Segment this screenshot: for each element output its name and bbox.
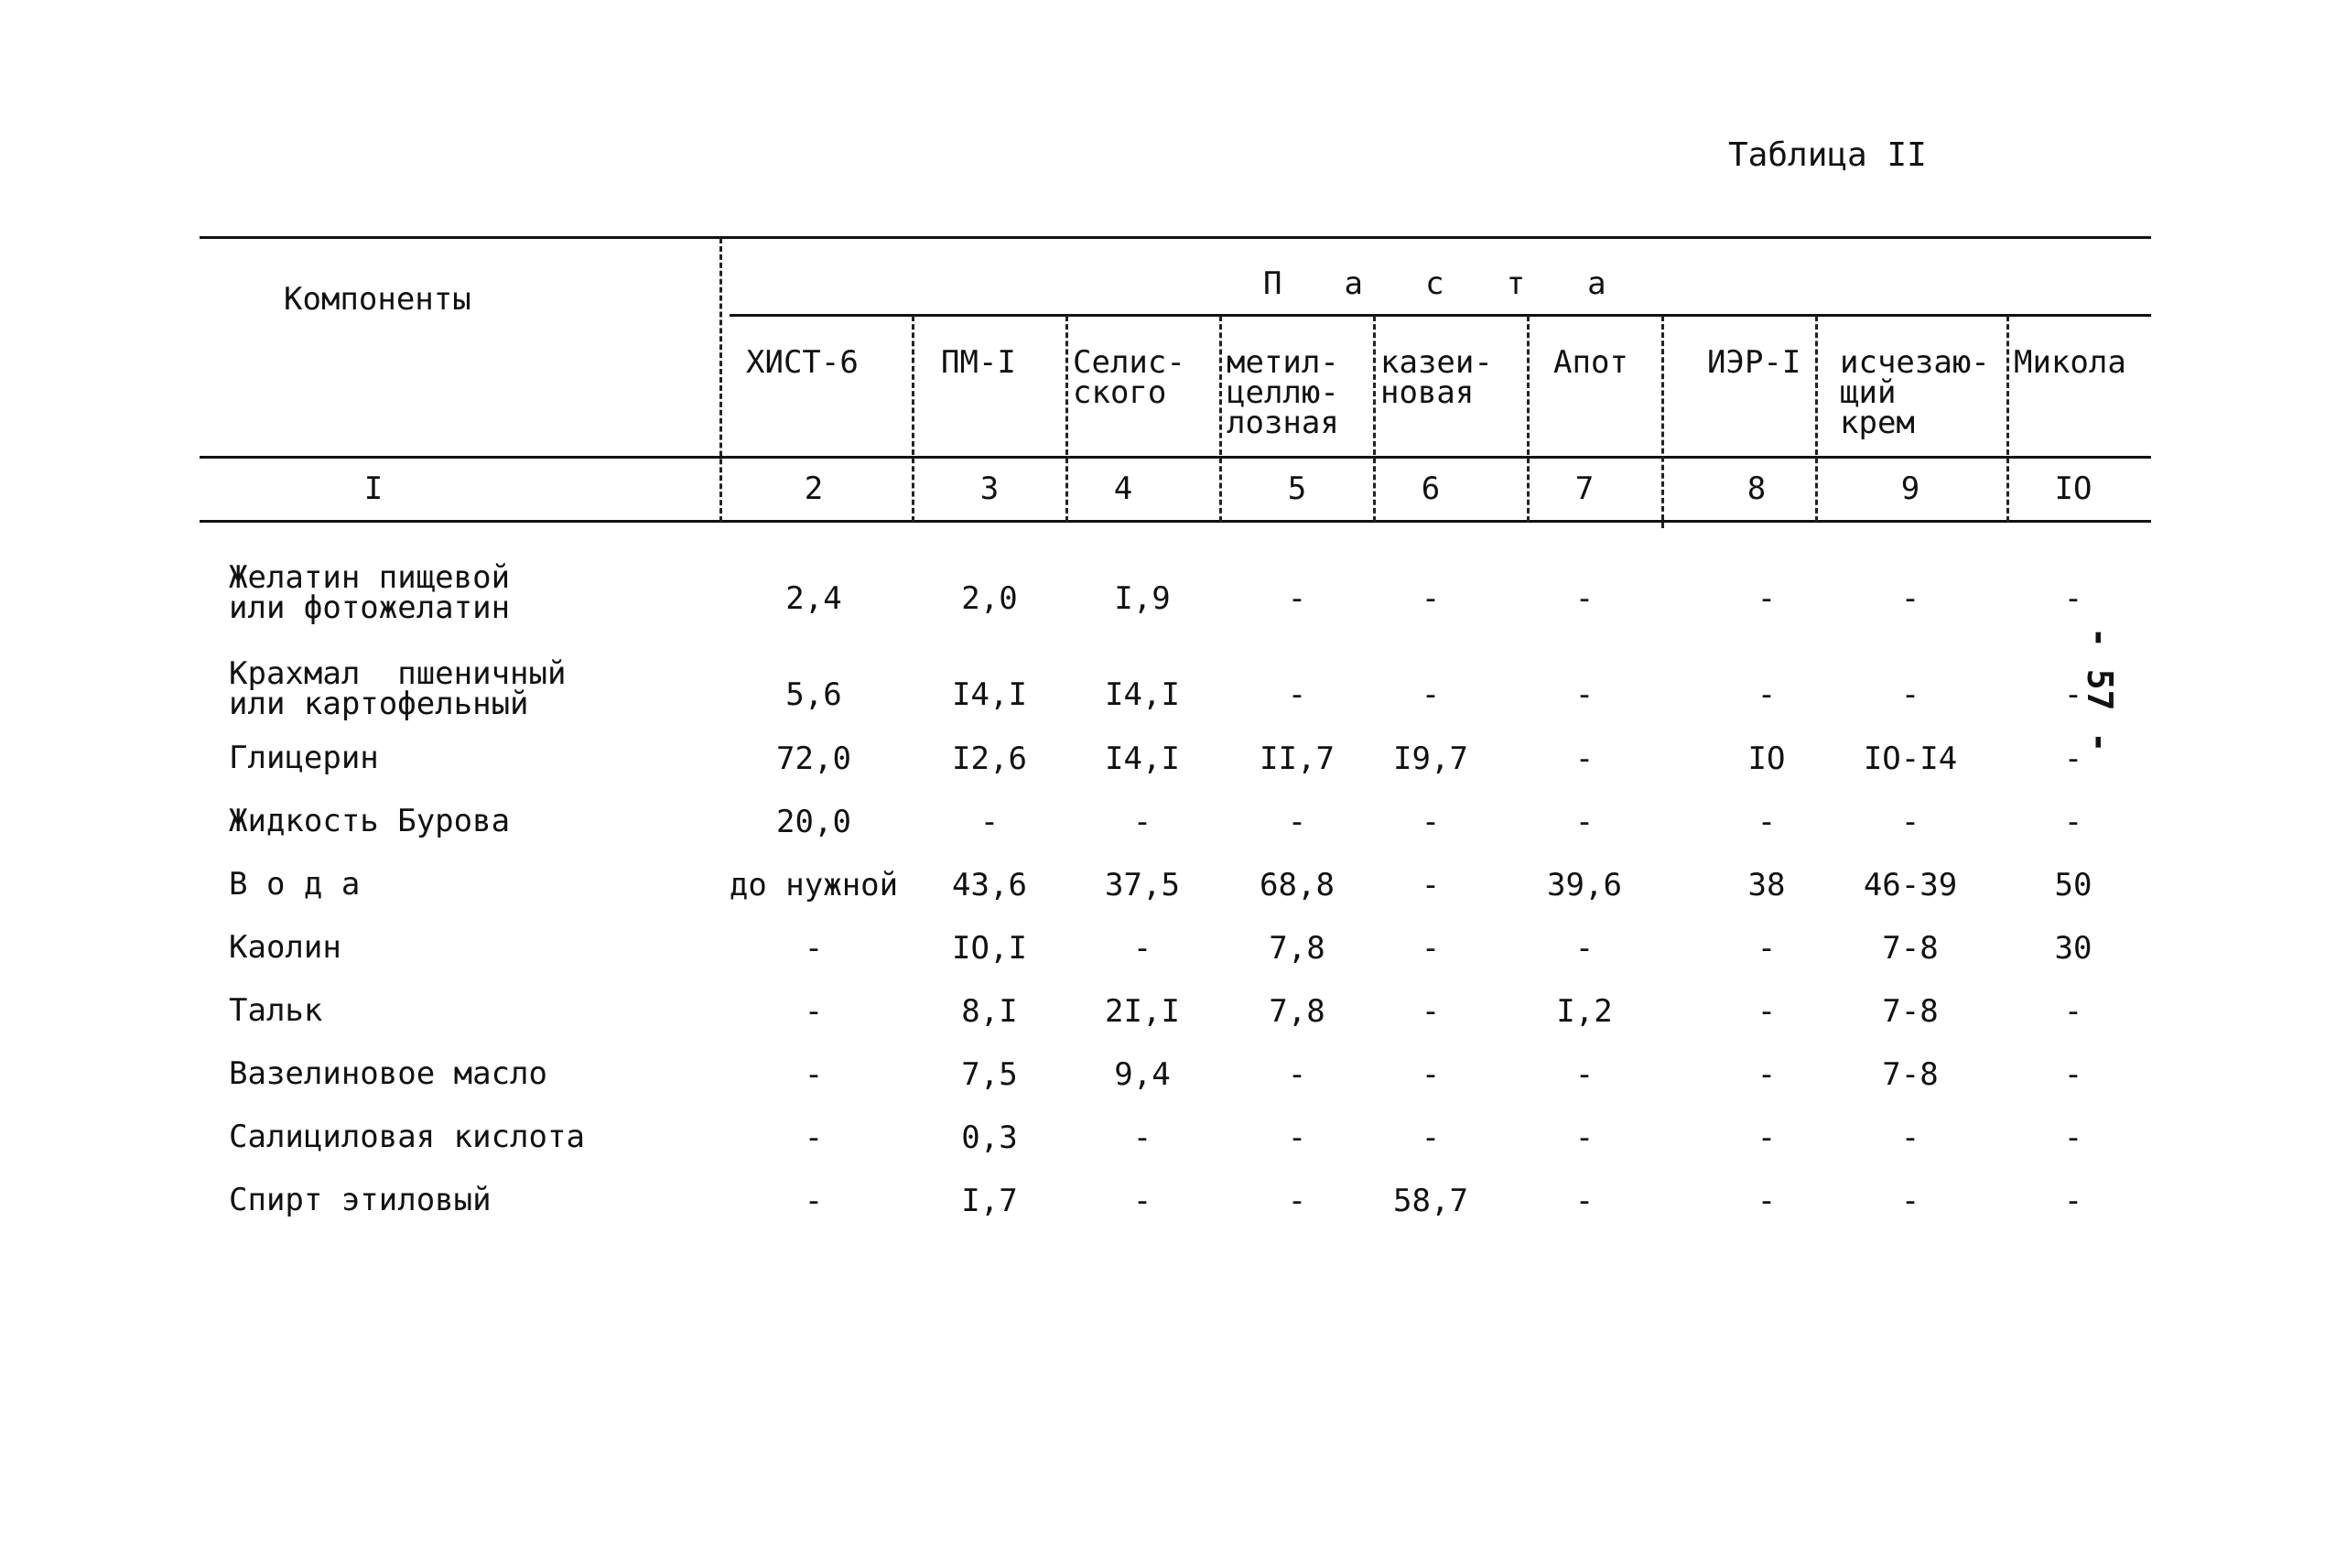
- table-cell: -: [2063, 741, 2083, 777]
- table-cell: -: [1132, 1119, 1152, 1156]
- component-name: Тальк: [229, 992, 323, 1029]
- table-cell: I4,I: [952, 676, 1027, 713]
- component-name: В о д а: [229, 866, 361, 903]
- column-header: ИЭР-I: [1707, 344, 1801, 381]
- table-cell: -: [1757, 580, 1777, 617]
- column-separator: [719, 238, 722, 522]
- table-cell: -: [804, 993, 824, 1030]
- table-cell: 58,7: [1393, 1183, 1468, 1219]
- table-cell: -: [2063, 993, 2083, 1030]
- column-separator: [1373, 316, 1376, 522]
- table-cell: I2,6: [952, 741, 1027, 777]
- component-name: Желатин пищевой или фотожелатин: [229, 559, 511, 626]
- table-cell: -: [1574, 1056, 1595, 1093]
- table-cell: 37,5: [1105, 867, 1180, 903]
- column-header: ХИСТ-6: [746, 344, 859, 381]
- table-cell: -: [1421, 1056, 1441, 1093]
- table-cell: -: [1421, 676, 1441, 713]
- table-cell: -: [1287, 1183, 1307, 1219]
- table-cell: -: [1421, 993, 1441, 1030]
- table-cell: 38: [1747, 867, 1786, 903]
- column-number: 8: [1746, 470, 1767, 507]
- table-cell: -: [1421, 1119, 1441, 1156]
- column-number: 7: [1574, 470, 1595, 507]
- table-cell: 5,6: [785, 676, 842, 713]
- column-header: метил- целлю- лозная: [1227, 344, 1339, 441]
- column-separator: [1065, 316, 1068, 522]
- component-name: Вазелиновое масло: [229, 1055, 547, 1092]
- column-header: Микола: [2014, 344, 2126, 381]
- numbering-rule: [200, 520, 2151, 523]
- table-cell: 2,0: [961, 580, 1018, 617]
- column-number: I: [363, 470, 384, 507]
- table-cell: -: [2063, 804, 2083, 840]
- table-cell: -: [1421, 930, 1441, 967]
- table-cell: 2I,I: [1105, 993, 1180, 1030]
- table-cell: -: [2063, 1183, 2083, 1219]
- table-cell: -: [1574, 1183, 1595, 1219]
- table-cell: IO-I4: [1863, 741, 1958, 777]
- table-cell: I9,7: [1393, 741, 1468, 777]
- table-cell: -: [1287, 580, 1307, 617]
- table-cell: -: [1757, 804, 1777, 840]
- table-cell: -: [1574, 580, 1595, 617]
- table-cell: 2,4: [785, 580, 842, 617]
- table-cell: до нужной: [729, 867, 899, 903]
- paste-header: П а с т а: [1263, 265, 1628, 302]
- table-cell: -: [1900, 1119, 1920, 1156]
- table-cell: 46-39: [1863, 867, 1958, 903]
- table-cell: -: [1574, 1119, 1595, 1156]
- table-cell: -: [1132, 1183, 1152, 1219]
- header-bottom-rule: [200, 456, 2151, 459]
- table-cell: I,9: [1114, 580, 1171, 617]
- table-cell: -: [1574, 741, 1595, 777]
- column-header: Апот: [1553, 344, 1628, 381]
- table-cell: -: [2063, 580, 2083, 617]
- table-title: Таблица II: [1728, 136, 1927, 174]
- table-cell: -: [1757, 676, 1777, 713]
- table-cell: -: [804, 930, 824, 967]
- page-number: - 57 -: [2080, 627, 2120, 753]
- table-cell: -: [1574, 804, 1595, 840]
- table-cell: -: [1900, 804, 1920, 840]
- column-separator: [1527, 316, 1530, 522]
- table-cell: 50: [2054, 867, 2092, 903]
- table-cell: -: [1757, 1119, 1777, 1156]
- table-cell: 72,0: [776, 741, 851, 777]
- column-separator: [912, 316, 914, 522]
- component-name: Салициловая кислота: [229, 1119, 585, 1155]
- table-cell: 20,0: [776, 804, 851, 840]
- table-cell: 30: [2054, 930, 2092, 967]
- table-cell: -: [1757, 1056, 1777, 1093]
- table-cell: 9,4: [1114, 1056, 1171, 1093]
- column-separator: [1815, 316, 1818, 522]
- column-separator: [1219, 316, 1222, 522]
- component-name: Каолин: [229, 929, 341, 966]
- table-cell: 7-8: [1882, 993, 1939, 1030]
- table-cell: 68,8: [1260, 867, 1335, 903]
- table-cell: 7-8: [1882, 930, 1939, 967]
- table-cell: -: [1421, 804, 1441, 840]
- column-separator: [1661, 316, 1664, 528]
- column-number: 2: [804, 470, 824, 507]
- table-cell: -: [1900, 676, 1920, 713]
- component-name: Спирт этиловый: [229, 1182, 492, 1218]
- table-cell: -: [2063, 676, 2083, 713]
- table-top-rule: [200, 236, 2151, 239]
- component-name: Жидкость Бурова: [229, 803, 511, 839]
- column-number: 4: [1113, 470, 1133, 507]
- table-cell: 7,8: [1269, 993, 1325, 1030]
- table-cell: -: [1574, 930, 1595, 967]
- table-cell: -: [1574, 676, 1595, 713]
- table-cell: -: [1132, 930, 1152, 967]
- column-number: 5: [1287, 470, 1307, 507]
- table-cell: 7-8: [1882, 1056, 1939, 1093]
- table-cell: -: [804, 1119, 824, 1156]
- column-header: ПМ-I: [941, 344, 1016, 381]
- column-header: Селис- ского: [1073, 344, 1185, 411]
- table-cell: 7,5: [961, 1056, 1018, 1093]
- table-cell: -: [1757, 993, 1777, 1030]
- table-cell: -: [2063, 1056, 2083, 1093]
- table-cell: 7,8: [1269, 930, 1325, 967]
- components-header: Компоненты: [284, 281, 471, 318]
- table-cell: -: [1757, 1183, 1777, 1219]
- component-name: Глицерин: [229, 740, 379, 776]
- table-cell: -: [1132, 804, 1152, 840]
- column-number: 9: [1900, 470, 1920, 507]
- table-cell: -: [1287, 1056, 1307, 1093]
- table-cell: IO,I: [952, 930, 1027, 967]
- table-cell: -: [804, 1056, 824, 1093]
- column-header: казеи- новая: [1380, 344, 1493, 411]
- column-number: 6: [1421, 470, 1441, 507]
- table-cell: -: [979, 804, 1000, 840]
- table-cell: IO: [1747, 741, 1786, 777]
- table-cell: -: [1287, 804, 1307, 840]
- table-cell: -: [1757, 930, 1777, 967]
- table-cell: I,7: [961, 1183, 1018, 1219]
- table-cell: -: [804, 1183, 824, 1219]
- column-number: 3: [979, 470, 1000, 507]
- column-header: исчезаю- щий крем: [1840, 344, 1990, 441]
- table-cell: -: [1421, 867, 1441, 903]
- table-cell: -: [2063, 1119, 2083, 1156]
- table-cell: I,2: [1556, 993, 1613, 1030]
- table-cell: -: [1421, 580, 1441, 617]
- table-cell: 8,I: [961, 993, 1018, 1030]
- column-separator: [2006, 316, 2009, 522]
- table-cell: II,7: [1260, 741, 1335, 777]
- table-cell: -: [1900, 1183, 1920, 1219]
- table-cell: 39,6: [1547, 867, 1622, 903]
- table-cell: -: [1287, 676, 1307, 713]
- paste-group-rule: [730, 314, 2151, 317]
- table-cell: 43,6: [952, 867, 1027, 903]
- component-name: Крахмал пшеничный или картофельный: [229, 655, 567, 722]
- column-number: IO: [2054, 470, 2092, 507]
- table-cell: -: [1900, 580, 1920, 617]
- table-cell: -: [1287, 1119, 1307, 1156]
- table-cell: 0,3: [961, 1119, 1018, 1156]
- table-cell: I4,I: [1105, 741, 1180, 777]
- table-cell: I4,I: [1105, 676, 1180, 713]
